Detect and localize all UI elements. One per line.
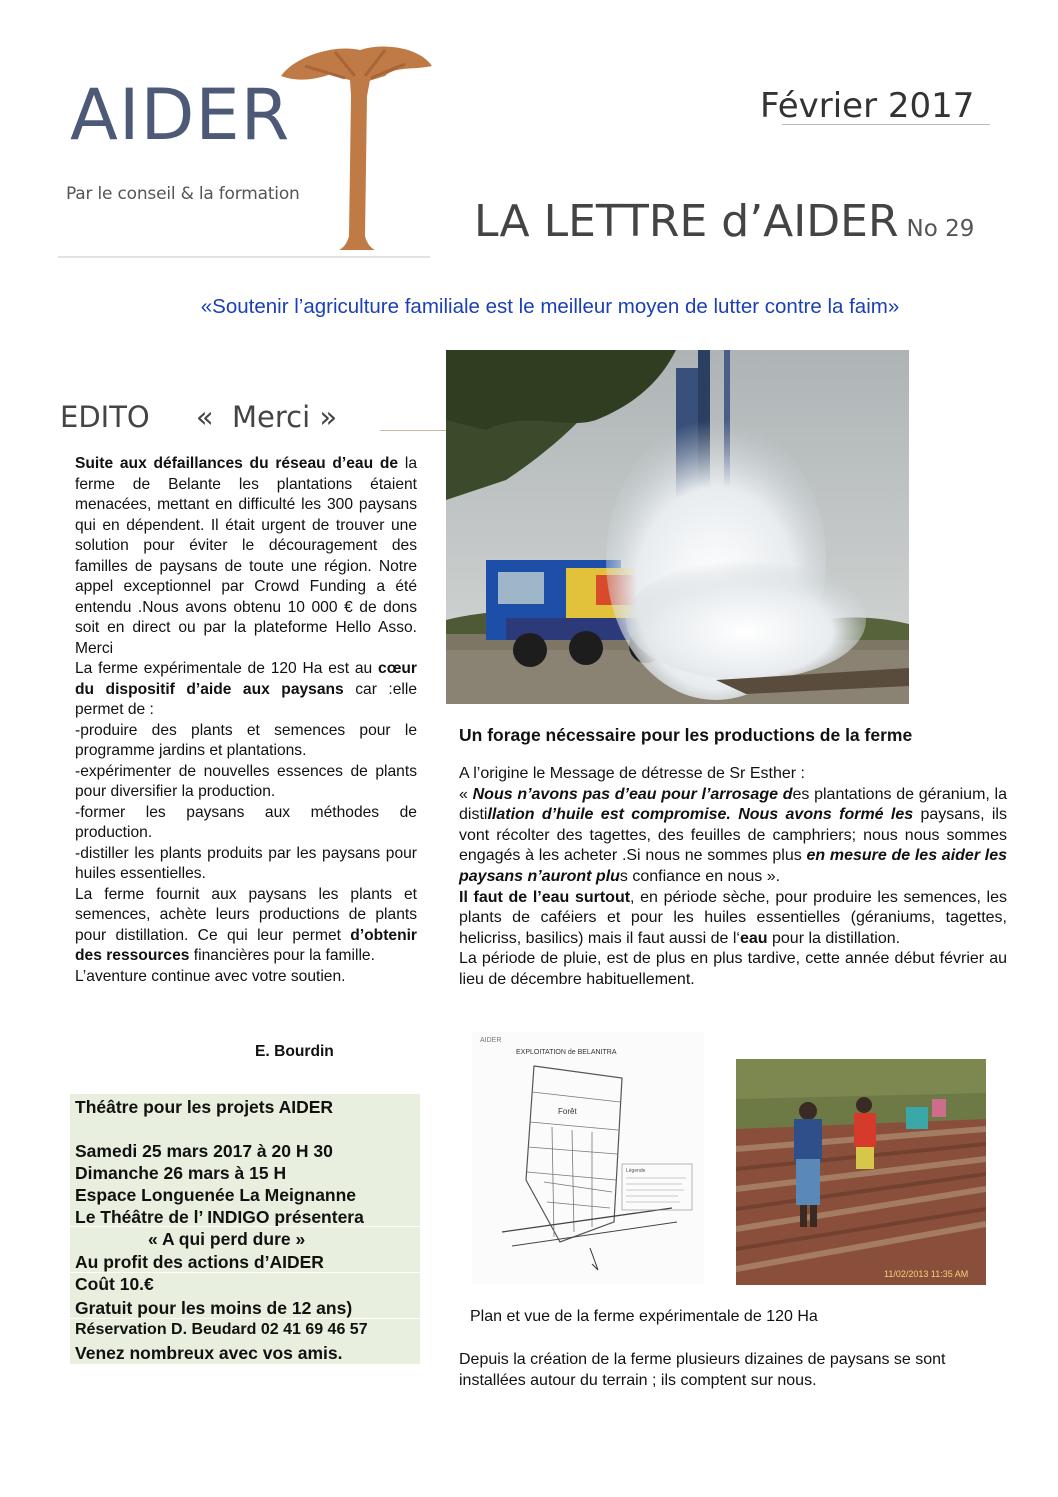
edito-bullet-1: -produire des plants et semences pour le programme jardins et plantations. <box>75 721 417 759</box>
theatre-announcement <box>70 1094 420 1364</box>
theatre-row-divider <box>70 1272 420 1273</box>
edito-p2-bold: cœur du dispositif d’aide aux paysans <box>75 660 417 698</box>
theatre-company: Le Théâtre de l’ INDIGO présentera <box>75 1207 364 1227</box>
farm-plan-map <box>472 1032 704 1284</box>
quote-open: « <box>459 785 473 803</box>
logo-wordmark: AIDER <box>70 74 291 156</box>
theatre-date-sunday: Dimanche 26 mars à 15 H <box>75 1163 287 1183</box>
edito-paragraph-4: L’aventure continue avec votre soutien. <box>75 967 346 985</box>
edito-p3-bold: d’obtenir des ressources <box>75 926 417 964</box>
quote-part-5: en mesure de les aider les paysans n’auront plu <box>459 847 1008 885</box>
theatre-heading: Théâtre pour les projets AIDER <box>75 1097 334 1117</box>
issue-date: Février 2017 <box>760 86 975 126</box>
quote-part-1: Nous n’avons pas d’eau pour l’arrosage d <box>472 785 793 803</box>
water-need-end: pour la distillation. <box>767 929 901 947</box>
water-need-text: , en période sèche, pour produire les semences, les plants de caféiers et pour les huiles essentielles (géraniums, tagettes, helicriss, basilics) mais il faut aussi de l‘ <box>459 888 1007 947</box>
water-need-bold: Il faut de l’eau surtout <box>459 888 631 906</box>
theatre-date-saturday: Samedi 25 mars 2017 à 20 H 30 <box>75 1141 333 1161</box>
edito-p3-start: La ferme fournit aux paysans les plants et semences, achète leurs productions de plants pour distillation. Ce qui leur permet <box>75 885 417 944</box>
plan-header-mark: AIDER <box>480 1037 502 1044</box>
theatre-row-divider <box>70 1226 420 1227</box>
theatre-free-note: Gratuit pour les moins de 12 ans) <box>75 1298 353 1318</box>
motto: «Soutenir l’agriculture familiale est le meilleur moyen de lutter contre la faim» <box>200 295 900 318</box>
theatre-beneficiary: Au profit des actions d’AIDER <box>75 1252 324 1272</box>
theatre-price: Coût 10.€ <box>75 1274 154 1294</box>
plan-forest-label: Forêt <box>558 1107 577 1116</box>
issue-number: No 29 <box>906 216 975 242</box>
forage-quote <box>459 785 1007 888</box>
logo-tagline: Par le conseil & la formation <box>66 184 300 204</box>
edito-paragraph-2 <box>75 659 417 721</box>
images-caption: Plan et vue de la ferme expérimentale de 120 Ha <box>470 1308 818 1325</box>
forage-body <box>459 764 1007 991</box>
forage-intro: A l’origine le Message de détresse de Sr Esther : <box>459 765 805 782</box>
edito-p2-end: car :elle permet de : <box>75 680 418 718</box>
forage-paragraph-3: La période de pluie, est de plus en plus tardive, cette année début février au lieu de décembre habituellement. <box>459 950 1007 988</box>
edito-signature: E. Bourdin <box>255 1043 334 1060</box>
edito-paragraph-1 <box>75 454 417 659</box>
photo-timestamp: 11/02/2013 11:35 AM <box>884 1269 969 1279</box>
theatre-row-divider <box>70 1318 420 1319</box>
newsletter-title <box>474 196 974 247</box>
theatre-booking: Réservation D. Beudard 02 41 69 46 57 <box>75 1321 368 1338</box>
edito-p1: la ferme de Belante les plantations étaient menacées, mettant en difficulté les 300 paysans qui en dépendent. Il était urgent de trouver une solution pour éviter le découragement des familles de paysans de toute une région. Notre appel exceptionnel par Crowd Funding a été entendu .Nous avons obtenu 10 000 € de dons soit en direct ou par la plateforme Hello Asso. Merci <box>75 455 417 657</box>
baobab-tree-logo-icon <box>275 36 435 252</box>
quote-part-4: paysans, ils vont récolter des tagettes, des feuilles de camphriers; nous nous sommes engagés à les acheter .Si nous ne sommes plus <box>459 806 1007 865</box>
forage-heading: Un forage nécessaire pour les productions de la ferme <box>459 725 913 745</box>
date-underline <box>782 124 990 125</box>
theatre-invitation: Venez nombreux avec vos amis. <box>75 1343 343 1363</box>
edito-paragraph-3 <box>75 885 417 967</box>
edito-bullet-4: -distiller les plants produits par les paysans pour huiles essentielles. <box>75 844 417 882</box>
farm-field-photo <box>736 1059 986 1285</box>
quote-part-6: s confiance en nous ». <box>619 867 781 885</box>
edito-p2-start: La ferme expérimentale de 120 Ha est au <box>75 660 373 677</box>
quote-part-2: es plantations de géranium, la disti <box>459 785 1008 824</box>
edito-bullet-2: -expérimenter de nouvelles essences de plants pour diversifier la production. <box>75 762 417 800</box>
plan-legend-label: Légende <box>626 1168 646 1174</box>
edito-divider <box>380 430 446 431</box>
edito-bullet-3: -former les paysans aux méthodes de production. <box>75 803 417 841</box>
quote-part-3: llation d’huile est compromise. Nous avons formé les <box>487 806 914 824</box>
theatre-play-title: « A qui perd dure » <box>148 1229 306 1249</box>
edito-heading: EDITO « Merci » <box>60 400 338 434</box>
edito-p3-end: financières pour la famille. <box>193 947 375 964</box>
drilling-rig-photo <box>446 350 909 704</box>
theatre-venue: Espace Longuenée La Meignanne <box>75 1185 357 1205</box>
plan-title: EXPLOITATION de BELANITRA <box>516 1049 617 1056</box>
forage-paragraph-2 <box>459 888 1007 950</box>
newsletter-title-text: LA LETTRE d’AIDER <box>474 196 899 247</box>
edito-body <box>75 454 417 987</box>
edito-p1-bold: Suite aux défaillances du réseau d’eau de <box>75 455 399 472</box>
water-bold: eau <box>739 929 768 947</box>
closing-paragraph: Depuis la création de la ferme plusieurs dizaines de paysans se sont installées autour du terrain ; ils comptent sur nous. <box>459 1351 946 1389</box>
